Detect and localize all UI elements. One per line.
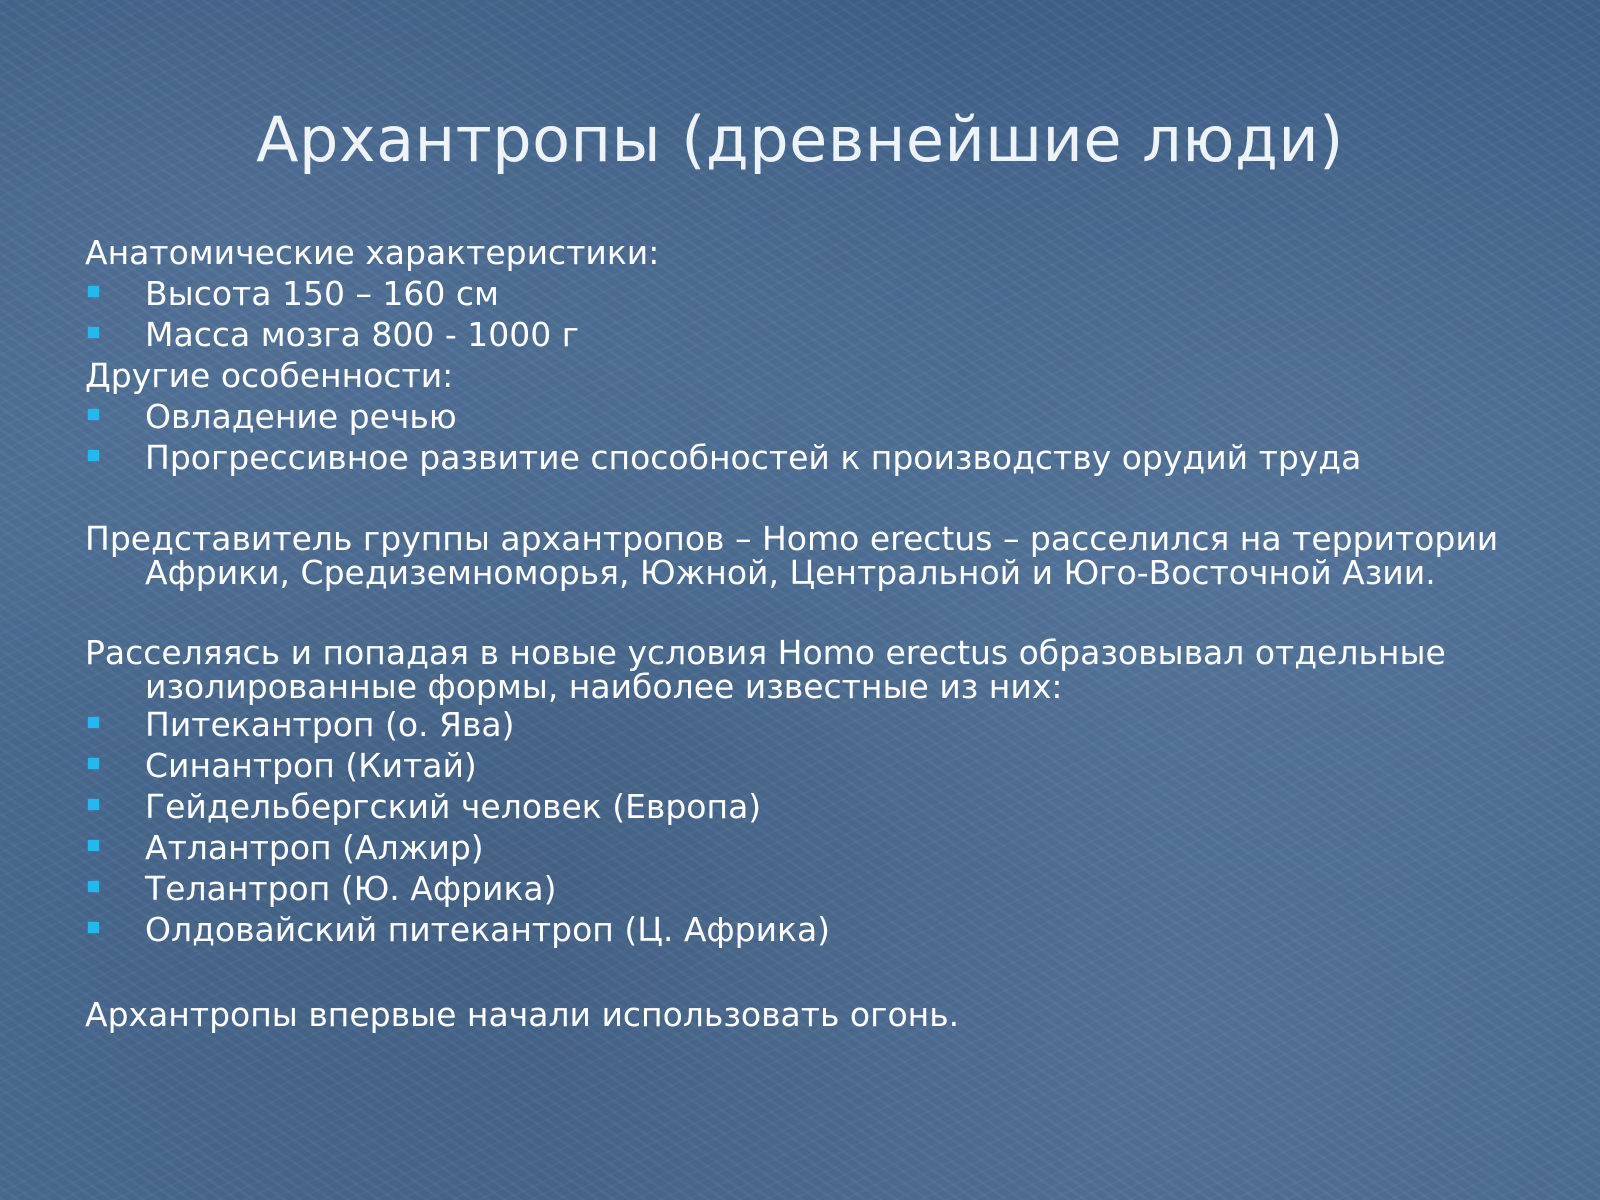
list-item-text: Олдовайский питекантроп (Ц. Африка) bbox=[145, 910, 831, 949]
paragraph-line: Представитель группы архантропов – Homo erectus – расселился на территории bbox=[85, 519, 1499, 558]
square-bullet-icon bbox=[88, 450, 99, 461]
list-item bbox=[85, 868, 1555, 909]
square-bullet-icon bbox=[88, 881, 99, 892]
list-item bbox=[85, 745, 1555, 786]
paragraph-line: Расселяясь и попадая в новые условия Homo erectus образовывал отдельные bbox=[85, 633, 1446, 672]
square-bullet-icon bbox=[88, 840, 99, 851]
square-bullet-icon bbox=[88, 758, 99, 769]
list-item bbox=[85, 396, 1555, 437]
list-item-text: Гейдельбергский человек (Европа) bbox=[145, 787, 762, 826]
slide-body bbox=[85, 232, 1555, 1035]
paragraph-line: изолированные формы, наиболее известные из них: bbox=[145, 667, 1063, 706]
square-bullet-icon bbox=[88, 717, 99, 728]
list-item bbox=[85, 273, 1555, 314]
list-item-text: Синантроп (Китай) bbox=[145, 746, 477, 785]
list-item-text: Масса мозга 800 - 1000 г bbox=[145, 315, 580, 354]
list-item-text: Телантроп (Ю. Африка) bbox=[145, 869, 557, 908]
square-bullet-icon bbox=[88, 799, 99, 810]
closing-statement: Архантропы впервые начали использовать огонь. bbox=[85, 995, 960, 1034]
list-item bbox=[85, 314, 1555, 355]
section-heading-other: Другие особенности: bbox=[85, 356, 454, 395]
spacer bbox=[85, 590, 1555, 636]
list-item-text: Атлантроп (Алжир) bbox=[145, 828, 484, 867]
list-item-text: Высота 150 – 160 см bbox=[145, 274, 499, 313]
list-item bbox=[85, 704, 1555, 745]
spacer bbox=[85, 950, 1555, 994]
square-bullet-icon bbox=[88, 286, 99, 297]
list-item-text: Овладение речью bbox=[145, 397, 457, 436]
list-item bbox=[85, 786, 1555, 827]
square-bullet-icon bbox=[88, 922, 99, 933]
paragraph-homo-erectus bbox=[85, 519, 1555, 592]
list-item bbox=[85, 909, 1555, 950]
section-heading-anatomy: Анатомические характеристики: bbox=[85, 233, 660, 272]
list-item bbox=[85, 437, 1555, 478]
spacer bbox=[85, 478, 1555, 522]
list-item-text: Питекантроп (о. Ява) bbox=[145, 705, 515, 744]
paragraph-isolated-forms bbox=[85, 633, 1555, 706]
list-item-text: Прогрессивное развитие способностей к производству орудий труда bbox=[145, 438, 1362, 477]
list-item bbox=[85, 827, 1555, 868]
square-bullet-icon bbox=[88, 409, 99, 420]
square-bullet-icon bbox=[88, 327, 99, 338]
paragraph-line: Африки, Средиземноморья, Южной, Центральной и Юго-Восточной Азии. bbox=[145, 553, 1436, 592]
slide-title: Архантропы (древнейшие люди) bbox=[256, 103, 1344, 176]
